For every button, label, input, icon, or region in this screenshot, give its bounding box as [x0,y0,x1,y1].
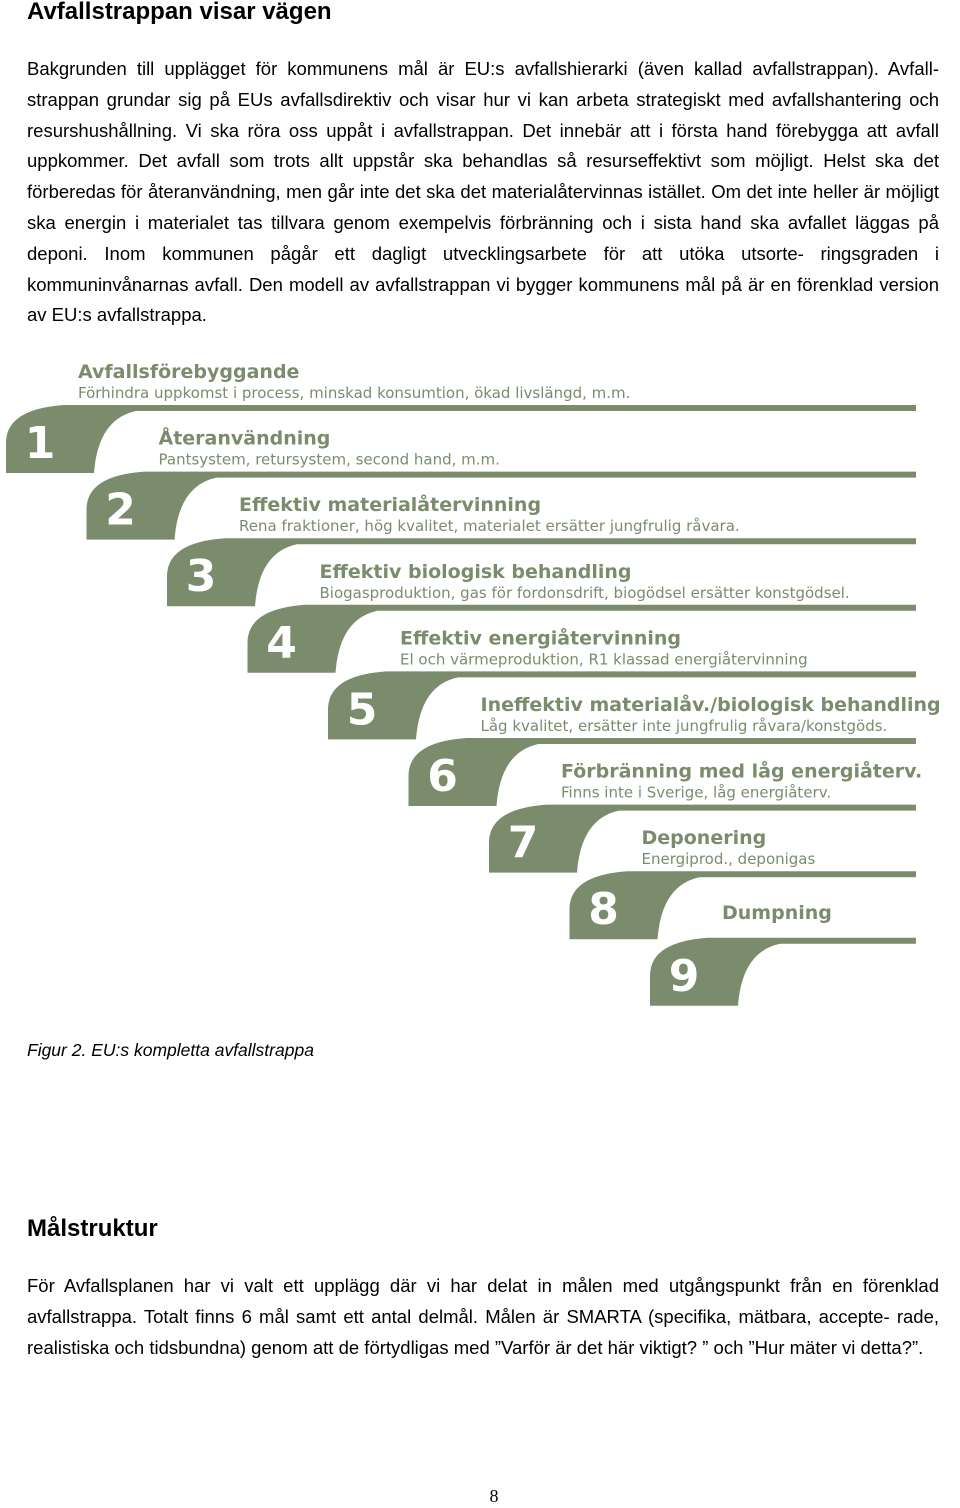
step-subtitle: Finns inte i Sverige, låg energiåterv. [561,783,832,802]
step-number: 3 [185,551,217,603]
step-subtitle: Energiprod., deponigas [641,850,816,869]
intro-line: och resurshushållning. Vi ska röra oss uppåt i avfallstrappan. Det innebär att i första hand förebygga att [27,88,939,141]
step-title: Effektiv biologisk behandling [319,560,632,583]
intro-line: en förenklad version av EU:s avfallstrappa. [27,273,939,326]
step-title: Effektiv materialåtervinning [239,494,542,517]
step-number: 2 [105,484,136,536]
step-number: 5 [346,684,378,736]
waste-hierarchy-diagram [0,350,960,1020]
body-line: mäter vi detta?”. [789,1336,924,1358]
body-line: För Avfallsplanen har vi valt ett upplägg där vi har delat in målen med utgångspunkt från en förenklad [27,1275,939,1296]
intro-line: ska det förberedas för återanvändning, men går inte det ska det materialåtervinnas istället. Om det inte [27,150,940,203]
intro-paragraph [27,54,939,331]
step-number: 8 [588,884,619,936]
body-line: rade, realistiska och tidsbundna) genom att de förtydligas med ”Varför är det här viktigt? ” och ”Hur [27,1305,940,1358]
section-heading: Målstruktur [27,1215,158,1242]
step-title: Förbränning med låg energiåterv. [561,760,923,783]
step-subtitle: Rena fraktioner, hög kvalitet, materialet ersätter jungfrulig råvara. [239,517,740,536]
step-subtitle: Pantsystem, retursystem, second hand, m.m. [158,450,500,469]
step-number: 9 [668,950,700,1002]
step-title: Ineffektiv materialåv./biologisk behandling [480,694,941,716]
intro-line: Bakgrunden till upplägget för kommunens mål är EU:s avfallshierarki (även kallad avfallstrappan). Avfall- [27,58,939,79]
step-subtitle: Låg kvalitet, ersätter inte jungfrulig råvara/konstgöds. [480,717,888,735]
step-subtitle: El och värmeproduktion, R1 klassad energiåtervinning [400,650,808,669]
step-title: Deponering [641,827,767,850]
intro-line: ringsgraden i kommuninvånarnas avfall. Den modell av avfallstrappan vi bygger kommunens mål på är [27,242,940,295]
step-title: Effektiv energiåtervinning [400,627,682,650]
intro-line: avfall uppkommer. Det avfall som trots allt uppstår ska behandlas så resurseffektivt som möjligt. Helst [27,119,939,172]
body-paragraph [27,1271,939,1363]
step-number: 4 [266,617,297,669]
body-line: avfallstrappa. Totalt finns 6 mål samt ett antal delmål. Målen är SMARTA (specifika, mätbara, accepte- [27,1305,890,1327]
intro-line: avfallet läggas på deponi. Inom kommunen pågår ett dagligt utvecklingsarbete för att utöka utsorte- [27,211,939,264]
step-subtitle: Biogasproduktion, gas för fordonsdrift, biogödsel ersätter konstgödsel. [319,583,850,602]
intro-line: strappan grundar sig på EUs avfallsdirektiv och visar hur vi kan arbeta strategiskt med avfallshantering [27,88,902,110]
page-heading: Avfallstrappan visar vägen [27,0,332,25]
figure-caption: Figur 2. EU:s kompletta avfallstrappa [27,1040,314,1060]
step-number: 6 [427,751,458,802]
step-title: Avfallsförebyggande [78,361,300,383]
page-number: 8 [489,1486,499,1506]
step-number: 1 [24,418,56,469]
step-title: Dumpning [722,901,832,924]
waste-hierarchy-figure [0,350,960,1020]
intro-line: heller är möjligt ska energin i materialet tas tillvara genom exempelvis förbränning och i sista hand ska [27,181,940,233]
step-number: 7 [507,817,539,869]
step-subtitle: Förhindra uppkomst i process, minskad konsumtion, ökad livslängd, m.m. [78,384,631,402]
step-title: Återanvändning [158,427,331,450]
